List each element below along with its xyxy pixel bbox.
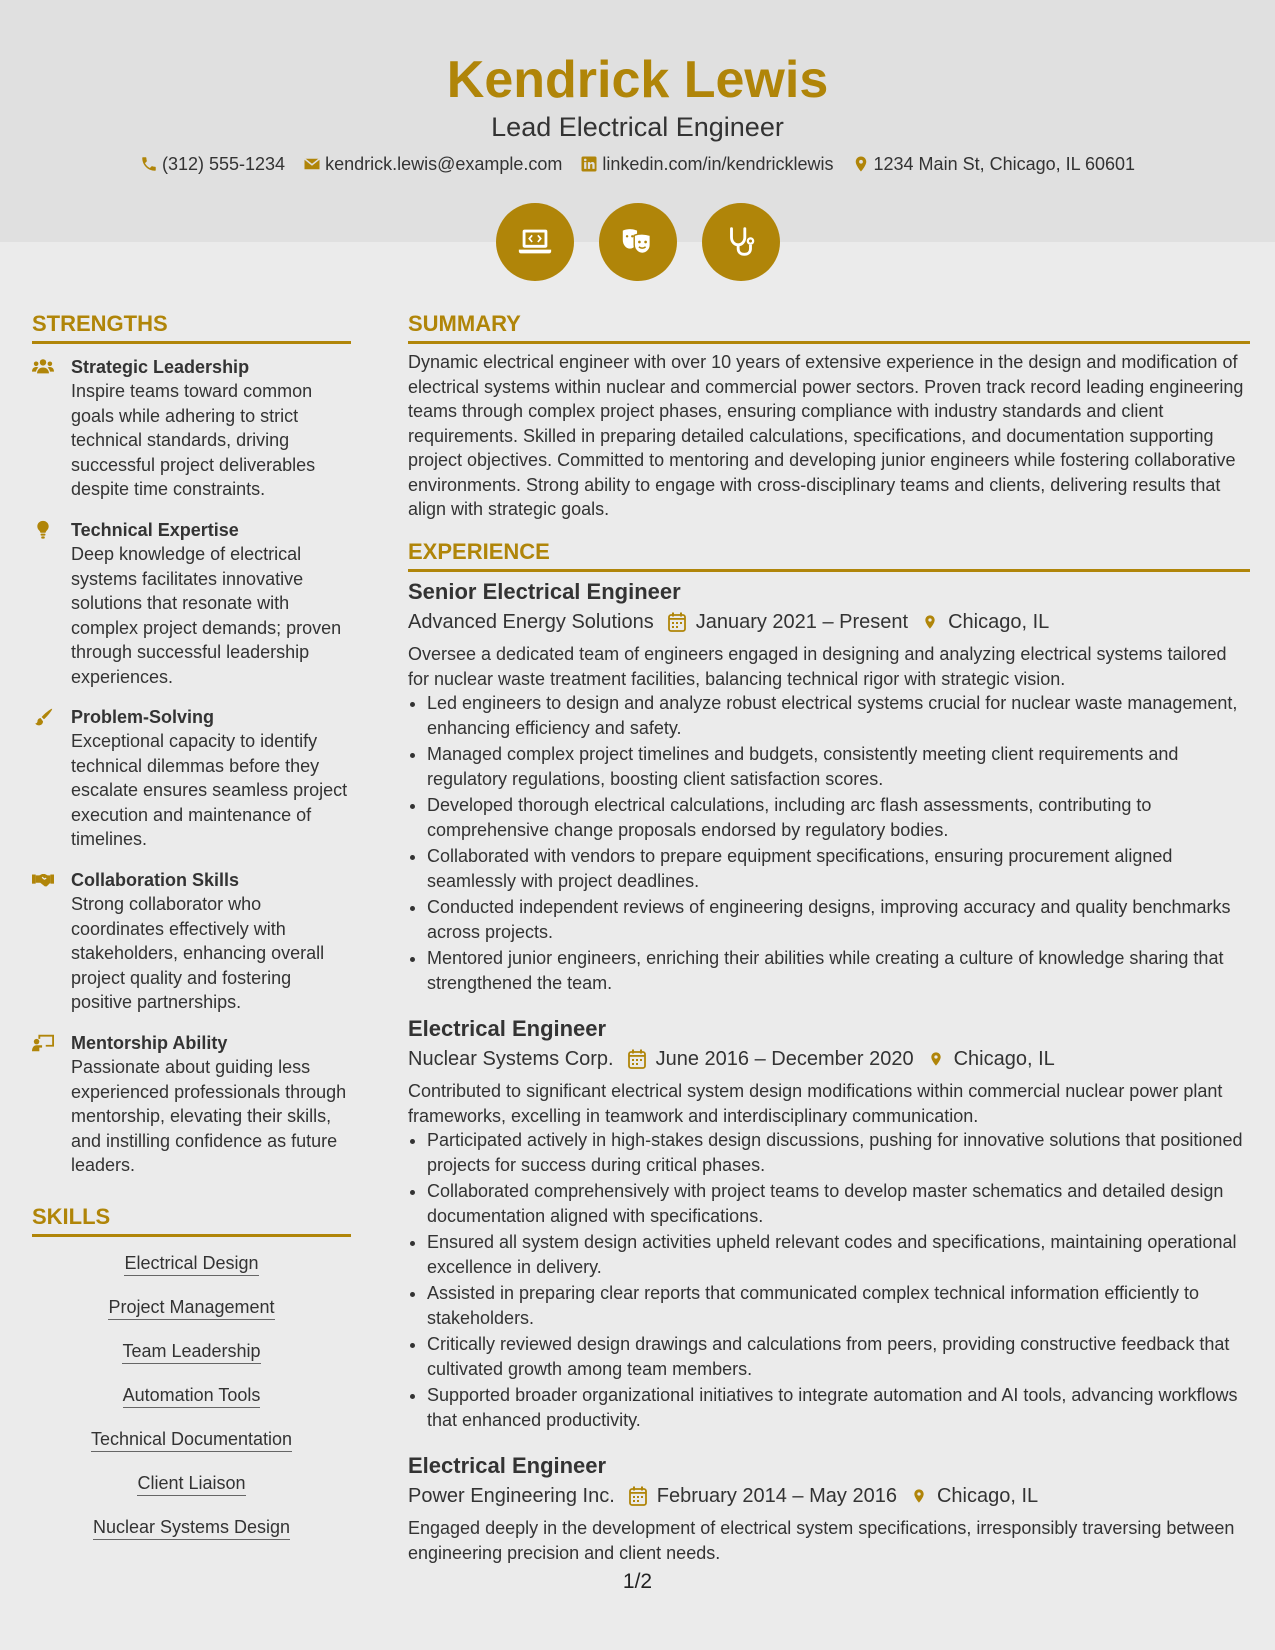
strength-item [32,868,351,1015]
skill-tag: Automation Tools [123,1384,261,1408]
skill-tag: Team Leadership [122,1340,260,1364]
stethoscope-badge [702,203,780,281]
strengths-heading: STRENGTHS [32,310,351,344]
summary-text: Dynamic electrical engineer with over 10 years of extensive experience in the design and modification of electrical systems within nuclear and commercial power sectors. Proven track record leading engineering teams through complex project phases, ensuring compliance with industry standards and client requirements. Skilled in preparing detailed calculations, specifications, and documentation supporting project objectives. Committed to mentoring and developing junior engineers while fostering collaborative environments. Strong ability to engage with cross-disciplinary teams and clients, delivering results that align with strategic goals. [408,352,1244,519]
job-location: Chicago, IL [953,1048,1055,1070]
map-marker-icon [911,1486,927,1506]
strength-title: Problem-Solving [71,707,215,727]
strength-desc: Inspire teams toward common goals while adhering to strict technical standards, driving successful project deliverables despite time constraints. [71,381,316,499]
strength-item [32,355,351,502]
interest-badges [0,203,1275,281]
map-marker-icon [852,155,870,173]
job-company: Power Engineering Inc. [408,1485,615,1507]
job-bullet: • Collaborated with vendors to prepare equipment specifications, ensuring procurement aligned seamlessly with project deadlines. [427,844,1250,893]
theater-masks-badge [599,203,677,281]
job-dates: February 2014 – May 2016 [656,1485,897,1507]
job-bullet: • Supported broader organizational initiatives to integrate automation and AI tools, advancing workflows that enhanced productivity. [427,1383,1250,1432]
strength-title: Collaboration Skills [71,870,240,890]
map-marker-icon [928,1049,944,1069]
strength-item [32,705,351,852]
job-location: Chicago, IL [936,1485,1039,1507]
users-icon [32,357,56,377]
job-bullet: • Mentored junior engineers, enriching their abilities while creating a culture of knowledge sharing that strengthened the team. [427,946,1250,995]
job-company: Nuclear Systems Corp. [408,1048,614,1070]
job-description: Oversee a dedicated team of engineers engaged in designing and analyzing electrical systems tailored for nuclear waste treatment facilities, balancing technical rigor with strategic vision. [408,644,1227,689]
job-bullet: • Ensured all system design activities upheld relevant codes and specifications, maintaining operational excellence in delivery. [427,1230,1250,1279]
phone-icon [140,155,158,173]
job-entry [408,578,1250,997]
job-bullets [408,1128,1250,1432]
strength-title: Mentorship Ability [71,1033,228,1053]
skill-tag: Project Management [108,1296,274,1320]
linkedin-text[interactable]: linkedin.com/in/kendricklewis [602,154,834,174]
address-text: 1234 Main St, Chicago, IL 60601 [873,154,1136,174]
strength-title: Technical Expertise [71,520,239,540]
job-meta [408,608,1250,636]
contact-address [852,152,1136,176]
job-dates: January 2021 – Present [695,611,909,633]
skills-list [32,1252,351,1560]
strength-item [32,518,351,689]
job-dates: June 2016 – December 2020 [655,1048,914,1070]
phone-text: (312) 555-1234 [161,154,286,174]
skill-tag: Nuclear Systems Design [93,1516,290,1540]
job-company: Advanced Energy Solutions [408,611,654,633]
contact-bar [0,152,1275,176]
laptop-code-icon [516,223,554,261]
job-bullet: • Critically reviewed design drawings and calculations from peers, providing constructive feedback that cultivated growth among team members. [427,1332,1250,1381]
job-bullet: • Assisted in preparing clear reports that communicated complex technical information efficiently to stakeholders. [427,1281,1250,1330]
paintbrush-icon [32,707,56,727]
summary-heading: SUMMARY [408,310,1250,344]
skill-tag: Technical Documentation [91,1428,292,1452]
contact-linkedin[interactable] [580,152,833,176]
stethoscope-icon [722,223,760,261]
job-bullet: • Managed complex project timelines and budgets, consistently meeting client requirements and regulatory regulations, boosting client satisfaction scores. [427,742,1250,791]
contact-phone [140,152,285,176]
job-meta [408,1482,1250,1510]
job-bullet: • Developed thorough electrical calculations, including arc flash assessments, contributing to comprehensive change proposals endorsed by regulatory bodies. [427,793,1250,842]
contact-email[interactable] [303,152,562,176]
page-number: 1/2 [622,1570,653,1593]
laptop-code-badge [496,203,574,281]
job-bullet: • Led engineers to design and analyze robust electrical systems crucial for nuclear waste management, enhancing efficiency and safety. [427,691,1250,740]
handshake-icon [32,870,56,890]
strength-desc: Strong collaborator who coordinates effectively with stakeholders, enhancing overall project quality and fostering positive partnerships. [71,894,325,1012]
job-description: Engaged deeply in the development of electrical system specifications, irresponsibly traversing between engineering precision and client needs. [408,1518,1235,1563]
job-bullets [408,691,1250,995]
job-title: Electrical Engineer [408,1453,607,1478]
job-bullet: • Conducted independent reviews of engineering designs, improving accuracy and quality benchmarks across projects. [427,895,1250,944]
calendar-icon [628,1049,646,1069]
skill-tag: Electrical Design [124,1252,258,1276]
lightbulb-icon [32,520,56,540]
job-entry [408,1015,1250,1434]
strength-desc: Passionate about guiding less experienced professionals through mentorship, elevating their skills, and instilling confidence as future leaders. [71,1057,347,1175]
linkedin-icon [580,155,598,173]
calendar-icon [668,612,686,632]
summary-section [408,350,1250,522]
experience-heading: EXPERIENCE [408,538,1250,572]
job-entry [408,1452,1250,1565]
job-location: Chicago, IL [948,611,1050,633]
calendar-icon [629,1486,647,1506]
job-bullet: • Collaborated comprehensively with project teams to develop master schematics and detailed design documentation aligned with specifications. [427,1179,1250,1228]
job-meta [408,1045,1250,1073]
candidate-title: Lead Electrical Engineer [491,112,784,142]
candidate-name: Kendrick Lewis [446,51,829,109]
strength-title: Strategic Leadership [71,357,250,377]
email-text[interactable]: kendrick.lewis@example.com [325,154,563,174]
job-bullet: • Participated actively in high-stakes design discussions, pushing for innovative solutions that positioned projects for success during critical phases. [427,1128,1250,1177]
envelope-icon [303,155,321,173]
skills-heading: SKILLS [32,1203,351,1237]
theater-masks-icon [619,223,657,261]
job-title: Senior Electrical Engineer [408,579,681,604]
chalkboard-teacher-icon [32,1033,56,1053]
map-marker-icon [922,612,938,632]
skill-tag: Client Liaison [137,1472,245,1496]
strength-desc: Exceptional capacity to identify technical dilemmas before they escalate ensures seamless project execution and maintenance of timelines. [71,731,348,849]
strength-desc: Deep knowledge of electrical systems facilitates innovative solutions that resonate with complex project demands; proven through successful leadership experiences. [71,544,342,687]
strength-item [32,1031,351,1178]
job-title: Electrical Engineer [408,1016,607,1041]
job-description: Contributed to significant electrical system design modifications within commercial nuclear power plant frameworks, excelling in teamwork and interdisciplinary communication. [408,1081,1223,1126]
